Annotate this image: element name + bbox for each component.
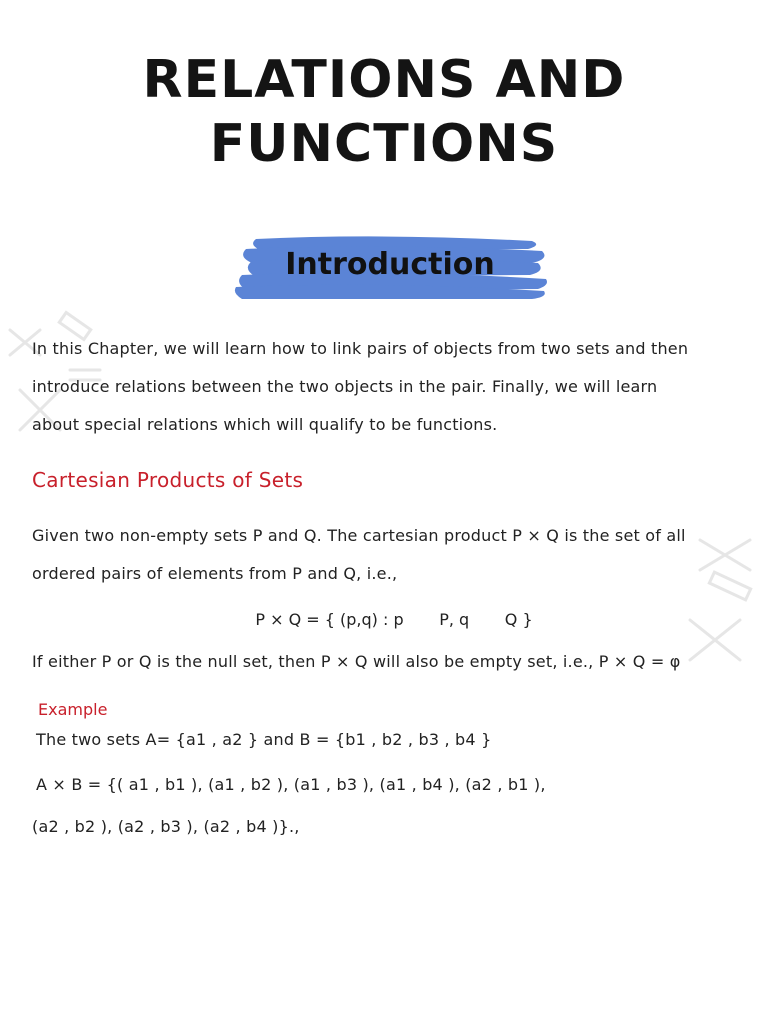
cartesian-formula: P × Q = { (p,q) : p P, q Q } (255, 610, 533, 629)
null-set-line: If either P or Q is the null set, then P × Q will also be empty set, i.e., P × Q = φ (32, 652, 681, 671)
definition-paragraph (32, 517, 742, 593)
example-product-line-1: A × B = {( a1 , b1 ), (a1 , b2 ), (a1 , b3 ), (a1 , b4 ), (a2 , b1 ), (36, 775, 546, 794)
example-label: Example (38, 700, 108, 719)
section-heading: Cartesian Products of Sets (32, 468, 304, 492)
introduction-banner (232, 233, 548, 305)
definition-line-1: Given two non-empty sets P and Q. The cartesian product P × Q is the set of all (32, 526, 686, 545)
intro-line-2: introduce relations between the two objects in the pair. Finally, we will learn (32, 377, 658, 396)
definition-line-2: ordered pairs of elements from P and Q, i.e., (32, 564, 398, 583)
example-sets-line: The two sets A= {a1 , a2 } and B = {b1 , b2 , b3 , b4 } (36, 730, 492, 749)
example-product-line-2: (a2 , b2 ), (a2 , b3 ), (a2 , b4 )}., (32, 817, 300, 836)
intro-paragraph (32, 330, 742, 444)
title-line-2: FUNCTIONS (209, 114, 559, 174)
introduction-heading: Introduction (285, 247, 495, 282)
page-title (0, 48, 768, 176)
intro-line-3: about special relations which will qualify to be functions. (32, 415, 498, 434)
intro-line-1: In this Chapter, we will learn how to link pairs of objects from two sets and then (32, 339, 689, 358)
title-line-1: RELATIONS AND (142, 50, 626, 110)
